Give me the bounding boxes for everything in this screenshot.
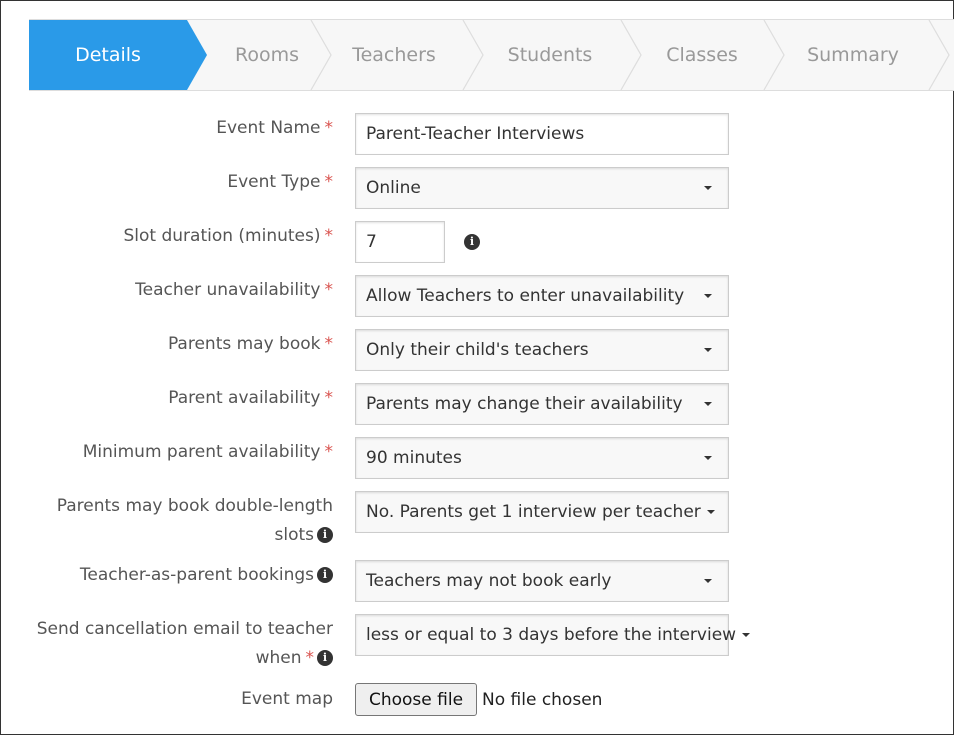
cancellation-email-label-line2: when * i	[256, 644, 333, 673]
cancellation-email-label-line1: Send cancellation email to teacher	[36, 619, 333, 639]
wizard-steps	[29, 19, 954, 91]
step-separator	[619, 20, 643, 90]
caret-down-icon	[704, 456, 712, 460]
double-length-select[interactable]: No. Parents get 1 interview per teacher	[355, 491, 729, 533]
step-rooms[interactable]	[207, 20, 327, 90]
event-type-select[interactable]: Online	[355, 167, 729, 209]
required-marker: *	[324, 334, 333, 354]
step-separator	[461, 20, 485, 90]
step-students[interactable]	[485, 20, 615, 90]
caret-down-icon	[704, 294, 712, 298]
step-separator	[762, 20, 786, 90]
step-label: Rooms	[234, 44, 299, 66]
step-label: Summary	[807, 44, 899, 66]
event-name-label: Event Name *	[216, 118, 333, 138]
required-marker: *	[305, 648, 314, 668]
step-summary[interactable]	[785, 20, 921, 90]
caret-down-icon	[704, 348, 712, 352]
caret-down-icon	[707, 510, 715, 514]
info-icon[interactable]: i	[317, 527, 333, 543]
teacher-as-parent-select[interactable]: Teachers may not book early	[355, 560, 729, 602]
step-label: Students	[507, 44, 593, 66]
step-separator	[927, 20, 951, 90]
double-length-label-line2: slots i	[274, 521, 333, 550]
info-icon[interactable]: i	[317, 567, 333, 583]
event-type-label: Event Type *	[227, 172, 333, 192]
required-marker: *	[324, 280, 333, 300]
event-name-input[interactable]: Parent-Teacher Interviews	[355, 113, 729, 155]
cancellation-email-select[interactable]: less or equal to 3 days before the interview	[355, 614, 729, 656]
step-details[interactable]	[29, 20, 187, 90]
caret-down-icon	[704, 579, 712, 583]
parent-availability-select[interactable]: Parents may change their availability	[355, 383, 729, 425]
step-label: Teachers	[352, 44, 436, 66]
slot-duration-label: Slot duration (minutes) *	[123, 226, 333, 246]
event-map-label: Event map	[241, 689, 333, 709]
step-label: Classes	[666, 44, 738, 66]
teacher-as-parent-label: Teacher-as-parent bookings i	[80, 561, 333, 590]
step-classes[interactable]	[643, 20, 761, 90]
required-marker: *	[324, 172, 333, 192]
parents-may-book-select[interactable]: Only their child's teachers	[355, 329, 729, 371]
slot-duration-input[interactable]: 7	[355, 221, 445, 263]
step-label: Details	[75, 44, 141, 66]
required-marker: *	[324, 442, 333, 462]
parent-availability-label: Parent availability *	[168, 388, 333, 408]
required-marker: *	[324, 226, 333, 246]
step-teachers[interactable]	[329, 20, 459, 90]
teacher-unavailability-select[interactable]: Allow Teachers to enter unavailability	[355, 275, 729, 317]
file-status-text: No file chosen	[482, 690, 603, 710]
info-icon[interactable]: i	[317, 650, 333, 666]
teacher-unavailability-label: Teacher unavailability *	[135, 280, 333, 300]
required-marker: *	[324, 388, 333, 408]
choose-file-button[interactable]: Choose file	[355, 683, 477, 716]
min-parent-availability-select[interactable]: 90 minutes	[355, 437, 729, 479]
caret-down-icon	[742, 633, 750, 637]
caret-down-icon	[704, 402, 712, 406]
double-length-label-line1: Parents may book double-length	[56, 496, 333, 516]
info-icon[interactable]: i	[464, 234, 480, 250]
parents-may-book-label: Parents may book *	[167, 334, 333, 354]
required-marker: *	[324, 118, 333, 138]
caret-down-icon	[704, 186, 712, 190]
min-parent-availability-label: Minimum parent availability *	[82, 442, 333, 462]
